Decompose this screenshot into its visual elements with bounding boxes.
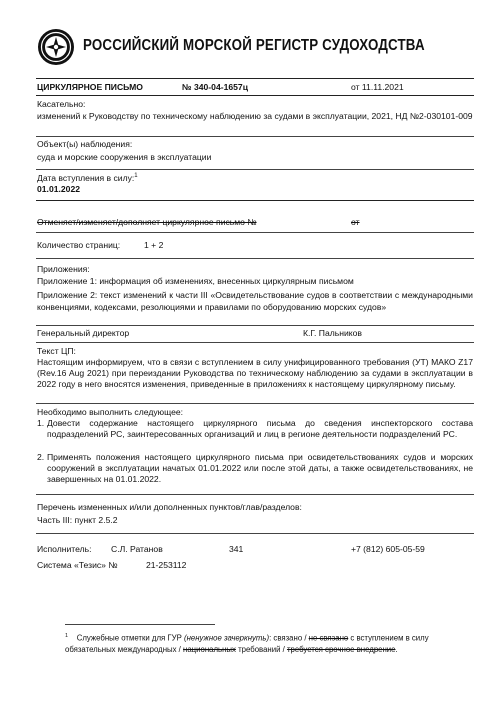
footnote-text: : связано / (269, 633, 307, 643)
subject-text: изменений к Руководству по техническому наблюдению за судами в эксплуатации, 2021, НД №2-030101-009 (37, 111, 473, 121)
footnote-divider (65, 624, 215, 625)
footnote-struck: требуется срочное внедрение (286, 644, 396, 654)
changes-label: Перечень измененных и/или дополненных пунктов/глав/разделов: (37, 502, 302, 512)
subject-label: Касательно: (37, 99, 86, 109)
cl-text-body: Настоящим информируем, что в связи с вступлением в силу унифицированного требования (УТ) МАКО Z17 (Rev.16 Aug 2021) при переиздании Руководства по техническому наблюдению за судами в эксплуатации в 2022 году в него вносятся изменения, приведенные в приложениях к настоящему циркулярному письму. (37, 357, 473, 390)
rs-emblem-icon (37, 28, 75, 66)
appendix-1: Приложение 1: информация об изменениях, внесенных циркулярным письмом (37, 276, 354, 286)
effective-date: 01.01.2022 (37, 184, 81, 194)
footnote-text: с вступлением в силу обязательных международных / (65, 633, 429, 654)
thesis-label: Система «Тезис» № (37, 560, 118, 570)
organization-name: РОССИЙСКИЙ МОРСКОЙ РЕГИСТР СУДОХОДСТВА (83, 37, 425, 54)
footnote-text: . (395, 644, 398, 654)
action-number: 1. (37, 418, 45, 428)
effective-date-label-text: Дата вступления в силу: (37, 173, 135, 183)
footnote-text: Служебные отметки для ГУР (76, 633, 182, 643)
objects-label: Объект(ы) наблюдения: (37, 139, 133, 149)
thesis-number: 21-253112 (146, 560, 187, 570)
letter-number: № 340-04-1657ц (182, 82, 248, 92)
changes-value: Часть III: пункт 2.5.2 (37, 515, 118, 525)
appendix-2: Приложение 2: текст изменений к части III «Освидетельствование судов в соответствии с международными конвенциями, кодексами, резолюциями и правилами по оборудованию морских судов» (37, 290, 473, 312)
pages-label: Количество страниц: (37, 240, 121, 250)
footnote-text: требований / (238, 644, 285, 654)
objects-text: суда и морские сооружения в эксплуатации (37, 152, 212, 162)
executor-phone: +7 (812) 605-05-59 (351, 544, 425, 554)
cancels-text: Отменяет/изменяет/дополняет циркулярное письмо № (37, 217, 257, 227)
footnote-marker: 1 (65, 633, 69, 639)
effective-date-label (37, 173, 138, 183)
appendices-label: Приложения: (37, 264, 90, 274)
letter-date: от 11.11.2021 (351, 82, 404, 92)
footnote-struck: национальных (183, 644, 236, 654)
footnote-ref: 1 (134, 173, 138, 180)
footnote-note: (ненужное зачеркнуть) (183, 633, 270, 643)
signatory-name: К.Г. Пальников (303, 328, 362, 338)
letter-title: ЦИРКУЛЯРНОЕ ПИСЬМО (37, 82, 143, 92)
action-item-1 (37, 418, 473, 440)
footnote (65, 631, 475, 655)
executor-extension: 341 (229, 544, 244, 554)
signatory-position: Генеральный директор (37, 328, 130, 338)
actions-label: Необходимо выполнить следующее: (37, 407, 184, 417)
pages-value: 1 + 2 (144, 240, 164, 250)
action-item-2 (37, 452, 473, 486)
cancels-from: от (351, 217, 360, 227)
action-text: Применять положения настоящего циркулярного письма при освидетельствованиях судов и морских сооружений в эксплуатации начатых 01.01.2022 или после этой даты, а также освидетельствованиях, не завершенных на 01.01.2022. (47, 452, 473, 485)
footnote-struck: не связано (308, 633, 349, 643)
action-text: Довести содержание настоящего циркулярного письма до сведения инспекторского состава подразделений РС, заинтересованных организаций и лиц в регионе деятельности подразделений РС. (47, 418, 473, 440)
cl-text-label: Текст ЦП: (37, 346, 76, 356)
executor-label: Исполнитель: (37, 544, 92, 554)
executor-name: С.Л. Ратанов (111, 544, 163, 554)
action-number: 2. (37, 452, 45, 462)
